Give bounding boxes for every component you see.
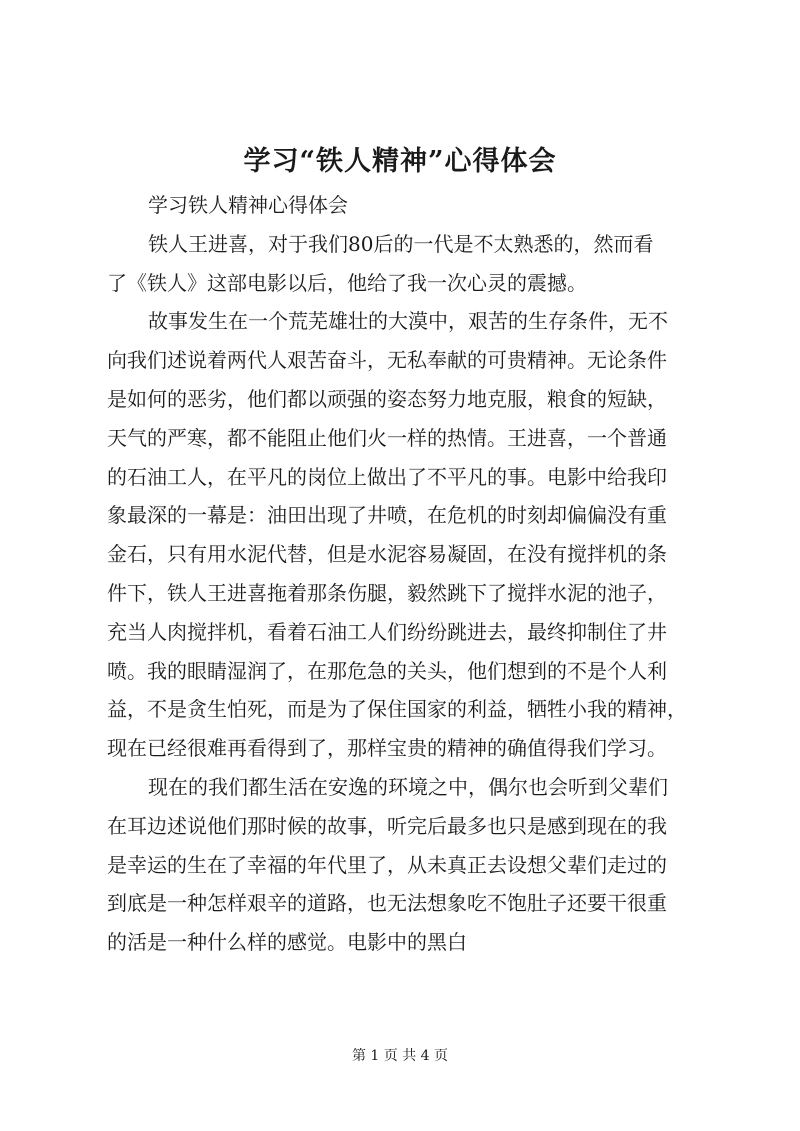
paragraph-line: 充当人肉搅拌机，看着石油工人们纷纷跳进去，最终抑制住了井	[107, 619, 667, 644]
paragraph-line: 是如何的恶劣，他们都以顽强的姿态努力地克服，粮食的短缺，	[107, 386, 667, 411]
paragraph-line: 金石，只有用水泥代替，但是水泥容易凝固，在没有搅拌机的条	[107, 542, 667, 567]
paragraph-line: 是幸运的生在了幸福的年代里了，从未真正去设想父辈们走过的	[107, 852, 667, 877]
paragraph-line: 的石油工人，在平凡的岗位上做出了不平凡的事。电影中给我印	[107, 464, 667, 489]
paragraph-line: 益，不是贪生怕死，而是为了保住国家的利益，牺牲小我的精神，	[107, 697, 687, 722]
paragraph-line: 铁人王进喜，对于我们80后的一代是不太熟悉的，然而看	[148, 231, 654, 256]
paragraph-line: 象最深的一幕是：油田出现了井喷，在危机的时刻却偏偏没有重	[107, 503, 667, 528]
paragraph-line: 现在的我们都生活在安逸的环境之中，偶尔也会听到父辈们	[148, 774, 668, 799]
paragraph-line: 现在已经很难再看得到了，那样宝贵的精神的确值得我们学习。	[107, 736, 667, 761]
paragraph-line: 天气的严寒，都不能阻止他们火一样的热情。王进喜，一个普通	[107, 425, 667, 450]
paragraph-line: 到底是一种怎样艰辛的道路，也无法想象吃不饱肚子还要干很重	[107, 891, 667, 916]
document-title: 学习“铁人精神”心得体会	[243, 146, 557, 177]
paragraph-line: 件下，铁人王进喜拖着那条伤腿，毅然跳下了搅拌水泥的池子，	[107, 580, 667, 605]
paragraph-line: 的活是一种什么样的感觉。电影中的黑白	[107, 930, 467, 955]
paragraph-line: 在耳边述说他们那时候的故事，听完后最多也只是感到现在的我	[107, 813, 667, 838]
paragraph-line: 向我们述说着两代人艰苦奋斗，无私奉献的可贵精神。无论条件	[107, 348, 667, 373]
document-body	[107, 186, 707, 962]
subtitle-line: 学习铁人精神心得体会	[148, 193, 348, 217]
page-footer: 第 1 页 共 4 页	[351, 1048, 449, 1064]
paragraph-line: 了《铁人》这部电影以后，他给了我一次心灵的震撼。	[107, 270, 587, 295]
paragraph-line: 故事发生在一个荒芜雄壮的大漠中，艰苦的生存条件，无不	[148, 309, 668, 334]
paragraph-line: 喷。我的眼睛湿润了，在那危急的关头，他们想到的不是个人利	[107, 658, 667, 683]
